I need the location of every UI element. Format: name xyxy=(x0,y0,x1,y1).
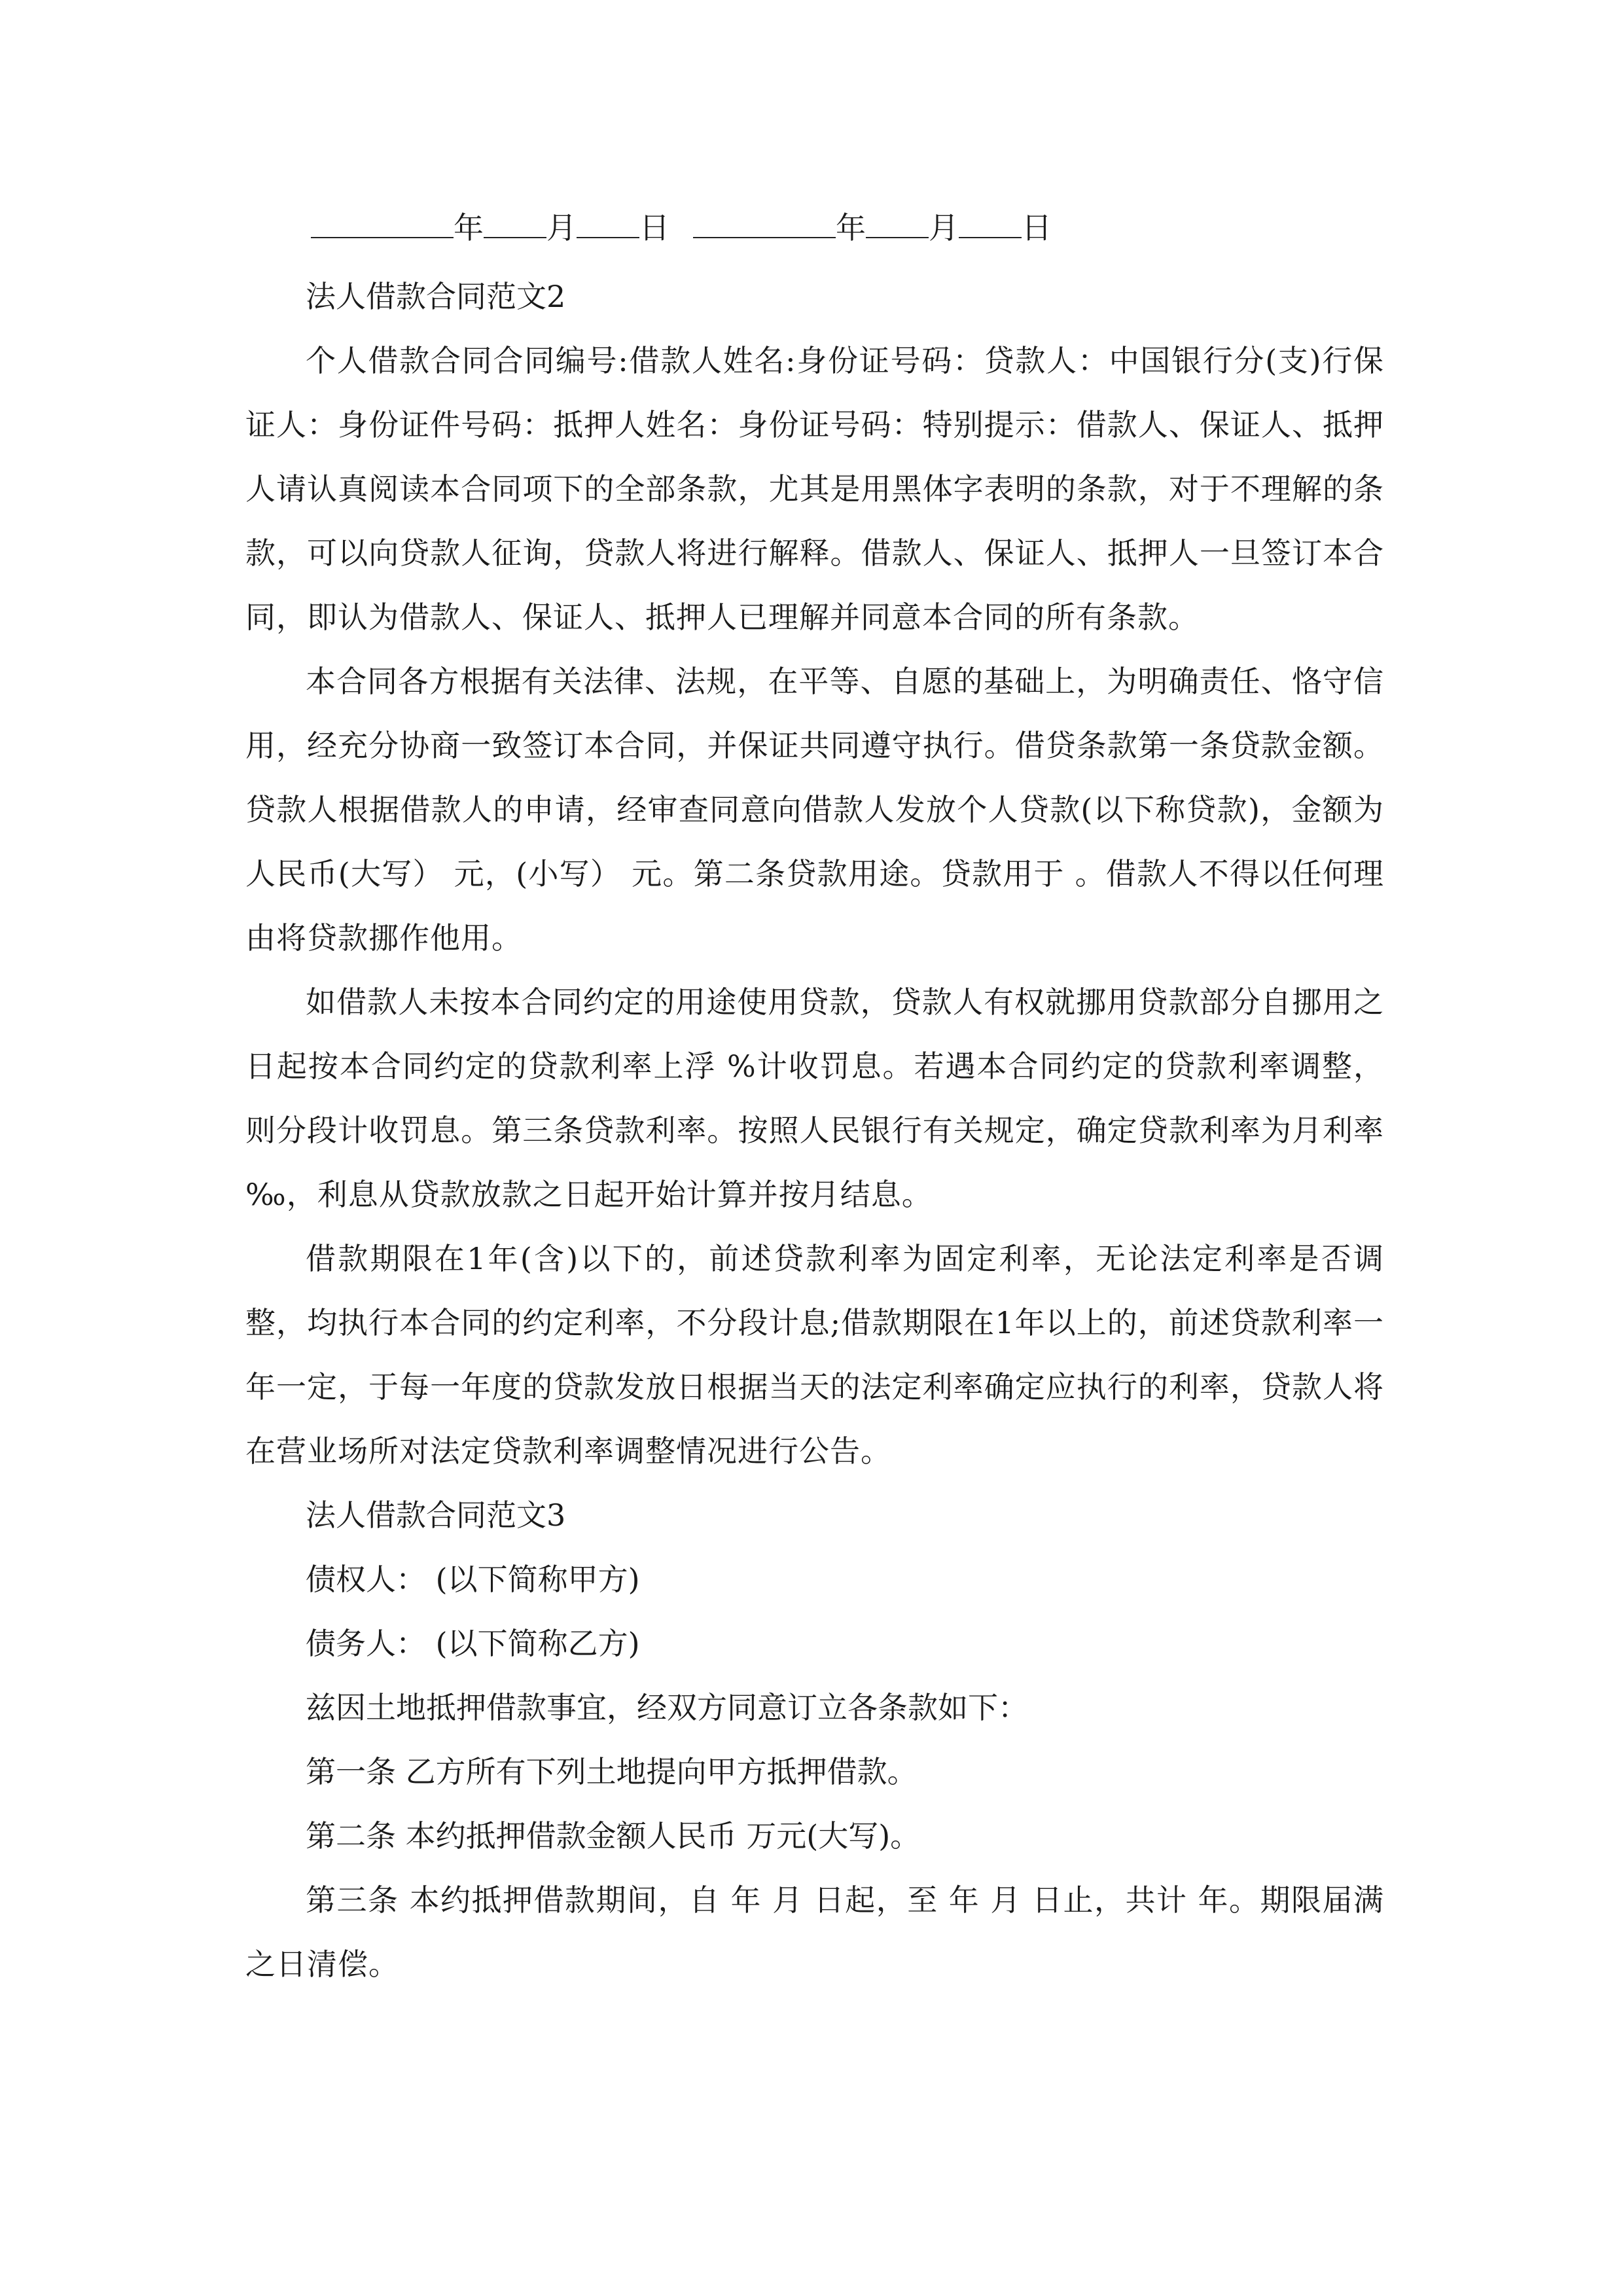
intro-line: 兹因土地抵押借款事宜，经双方同意订立各条款如下： xyxy=(306,1690,1028,1725)
section2-paragraph: 如借款人未按本合同约定的用途使用贷款，贷款人有权就挪用贷款部分自挪用之日起按本合同约定的贷款利率上浮 %计收罚息。若遇本合同约定的贷款利率调整，则分段计收罚息。第三条贷款利率。按照人民银行有关规定，确定贷款利率为月利率 ‰，利息从贷款放款之日起开始计算并按月结息。 xyxy=(245,984,1384,1212)
signature-date-line xyxy=(245,202,1384,254)
year-label-2: 年 xyxy=(836,210,866,245)
section2-paragraph: 本合同各方根据有关法律、法规，在平等、自愿的基础上，为明确责任、恪守信用，经充分协商一致签订本合同，并保证共同遵守执行。借贷条款第一条贷款金额。贷款人根据借款人的申请，经审查同意向借款人发放个人贷款(以下称贷款)，金额为人民币(大写） 元，(小写） 元。第二条贷款用途。贷款用于 。借款人不得以任何理由将贷款挪作他用。 xyxy=(245,664,1384,956)
month-label-2: 月 xyxy=(929,210,959,245)
creditor-line: 债权人： (以下简称甲方) xyxy=(306,1562,640,1597)
year-blank-1 xyxy=(311,203,454,238)
section2-title: 法人借款合同范文2 xyxy=(306,279,566,314)
month-blank-2 xyxy=(866,203,929,238)
month-blank-1 xyxy=(484,203,546,238)
document-content xyxy=(245,202,1384,1996)
debtor-line: 债务人： (以下简称乙方) xyxy=(306,1626,640,1661)
day-blank-2 xyxy=(959,203,1022,238)
article-2: 第二条 本约抵押借款金额人民币 万元(大写)。 xyxy=(306,1818,921,1854)
year-label-1: 年 xyxy=(454,210,484,245)
day-label-1: 日 xyxy=(639,210,669,245)
day-blank-1 xyxy=(577,203,639,238)
month-label-1: 月 xyxy=(546,210,577,245)
section2-paragraph: 借款期限在1年(含)以下的，前述贷款利率为固定利率，无论法定利率是否调整，均执行本合同的约定利率，不分段计息;借款期限在1年以上的，前述贷款利率一年一定，于每一年度的贷款发放日根据当天的法定利率确定应执行的利率，贷款人将在营业场所对法定贷款利率调整情况进行公告。 xyxy=(245,1241,1384,1469)
article-1: 第一条 乙方所有下列土地提向甲方抵押借款。 xyxy=(306,1754,918,1789)
section3-title: 法人借款合同范文3 xyxy=(306,1498,566,1533)
article-3: 第三条 本约抵押借款期间，自 年 月 日起，至 年 月 日止，共计 年。期限届满之日清偿。 xyxy=(245,1882,1384,1982)
day-label-2: 日 xyxy=(1022,210,1052,245)
year-blank-2 xyxy=(693,203,836,238)
section2-paragraph: 个人借款合同合同编号:借款人姓名:身份证号码：贷款人：中国银行分(支)行保证人：身份证件号码：抵押人姓名：身份证号码：特别提示：借款人、保证人、抵押人请认真阅读本合同项下的全部条款，尤其是用黑体字表明的条款，对于不理解的条款，可以向贷款人征询，贷款人将进行解释。借款人、保证人、抵押人一旦签订本合同，即认为借款人、保证人、抵押人已理解并同意本合同的所有条款。 xyxy=(245,343,1384,635)
